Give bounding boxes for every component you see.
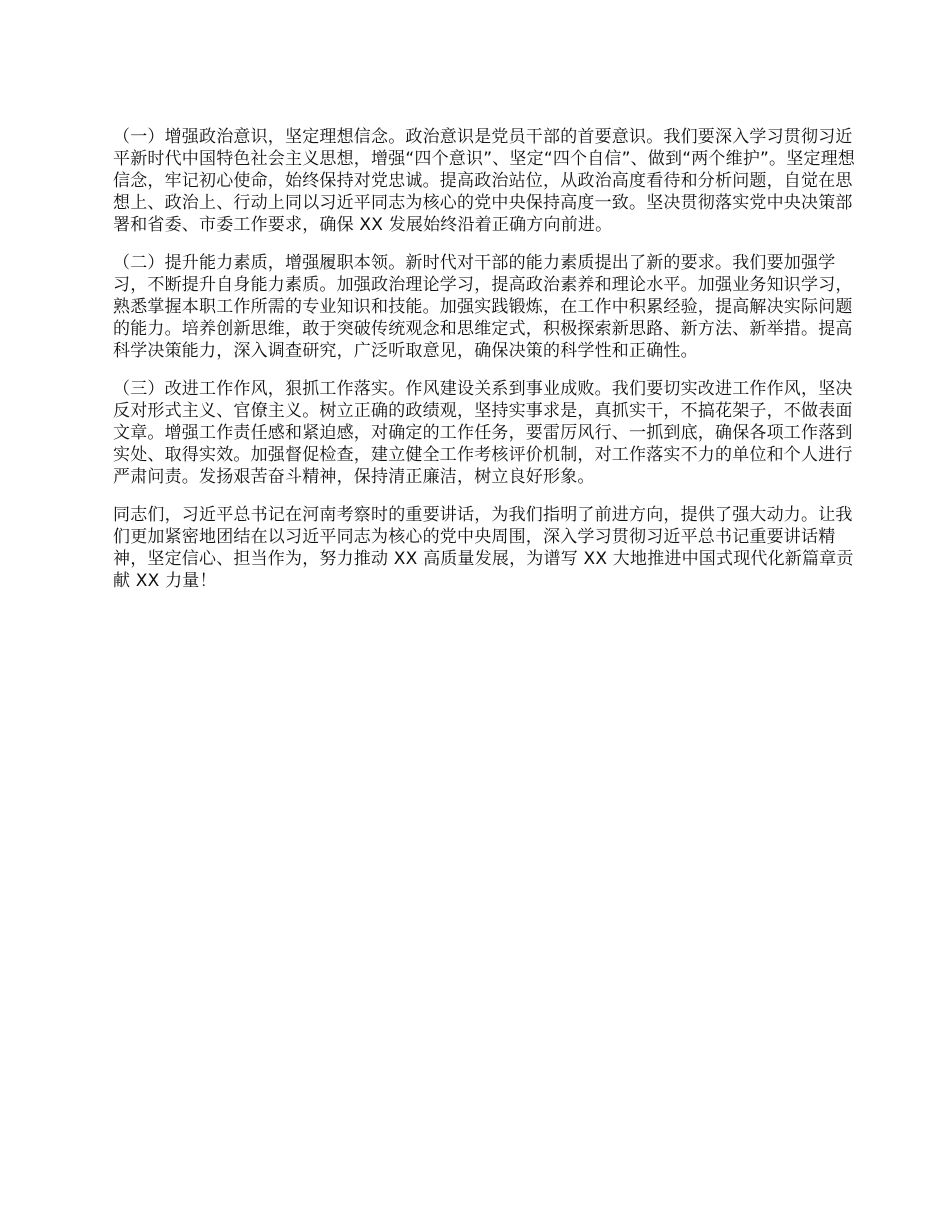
document-body: [113, 126, 857, 608]
paragraph-work-style: （三）改进工作作风，狠抓工作落实。作风建设关系到事业成败。我们要切实改进工作作风，坚决反对形式主义、官僚主义。树立正确的政绩观，坚持实事求是，真抓实干，不搞花架子，不做表面文章。增强工作责任感和紧迫感，对确定的工作任务，要雷厉风行、一抓到底，确保各项工作落到实处、取得实效。加强督促检查，建立健全工作考核评价机制，对工作落实不力的单位和个人进行严肃问责。发扬艰苦奋斗精神，保持清正廉洁，树立良好形象。: [113, 379, 853, 487]
paragraph-closing-remarks: 同志们，习近平总书记在河南考察时的重要讲话，为我们指明了前进方向，提供了强大动力。让我们更加紧密地团结在以习近平同志为核心的党中央周围，深入学习贯彻习近平总书记重要讲话精神，坚定信心、担当作为，努力推动 XX 高质量发展，为谱写 XX 大地推进中国式现代化新篇章贡献 XX 力量！: [113, 505, 854, 591]
paragraph-ability-improvement: （二）提升能力素质，增强履职本领。新时代对干部的能力素质提出了新的要求。我们要加强学习，不断提升自身能力素质。加强政治理论学习，提高政治素养和理论水平。加强业务知识学习，熟悉掌握本职工作所需的专业知识和技能。加强实践锻炼，在工作中积累经验，提高解决实际问题的能力。培养创新思维，敢于突破传统观念和思维定式，积极探索新思路、新方法、新举措。提高科学决策能力，深入调查研究，广泛听取意见，确保决策的科学性和正确性。: [113, 253, 853, 361]
paragraph-political-awareness: （一）增强政治意识，坚定理想信念。政治意识是党员干部的首要意识。我们要深入学习贯彻习近平新时代中国特色社会主义思想，增强“四个意识”、坚定“四个自信”、做到“两个维护”。坚定理想信念，牢记初心使命，始终保持对党忠诚。提高政治站位，从政治高度看待和分析问题，自觉在思想上、政治上、行动上同以习近平同志为核心的党中央保持高度一致。坚决贯彻落实党中央决策部署和省委、市委工作要求，确保 XX 发展始终沿着正确方向前进。: [113, 127, 856, 235]
